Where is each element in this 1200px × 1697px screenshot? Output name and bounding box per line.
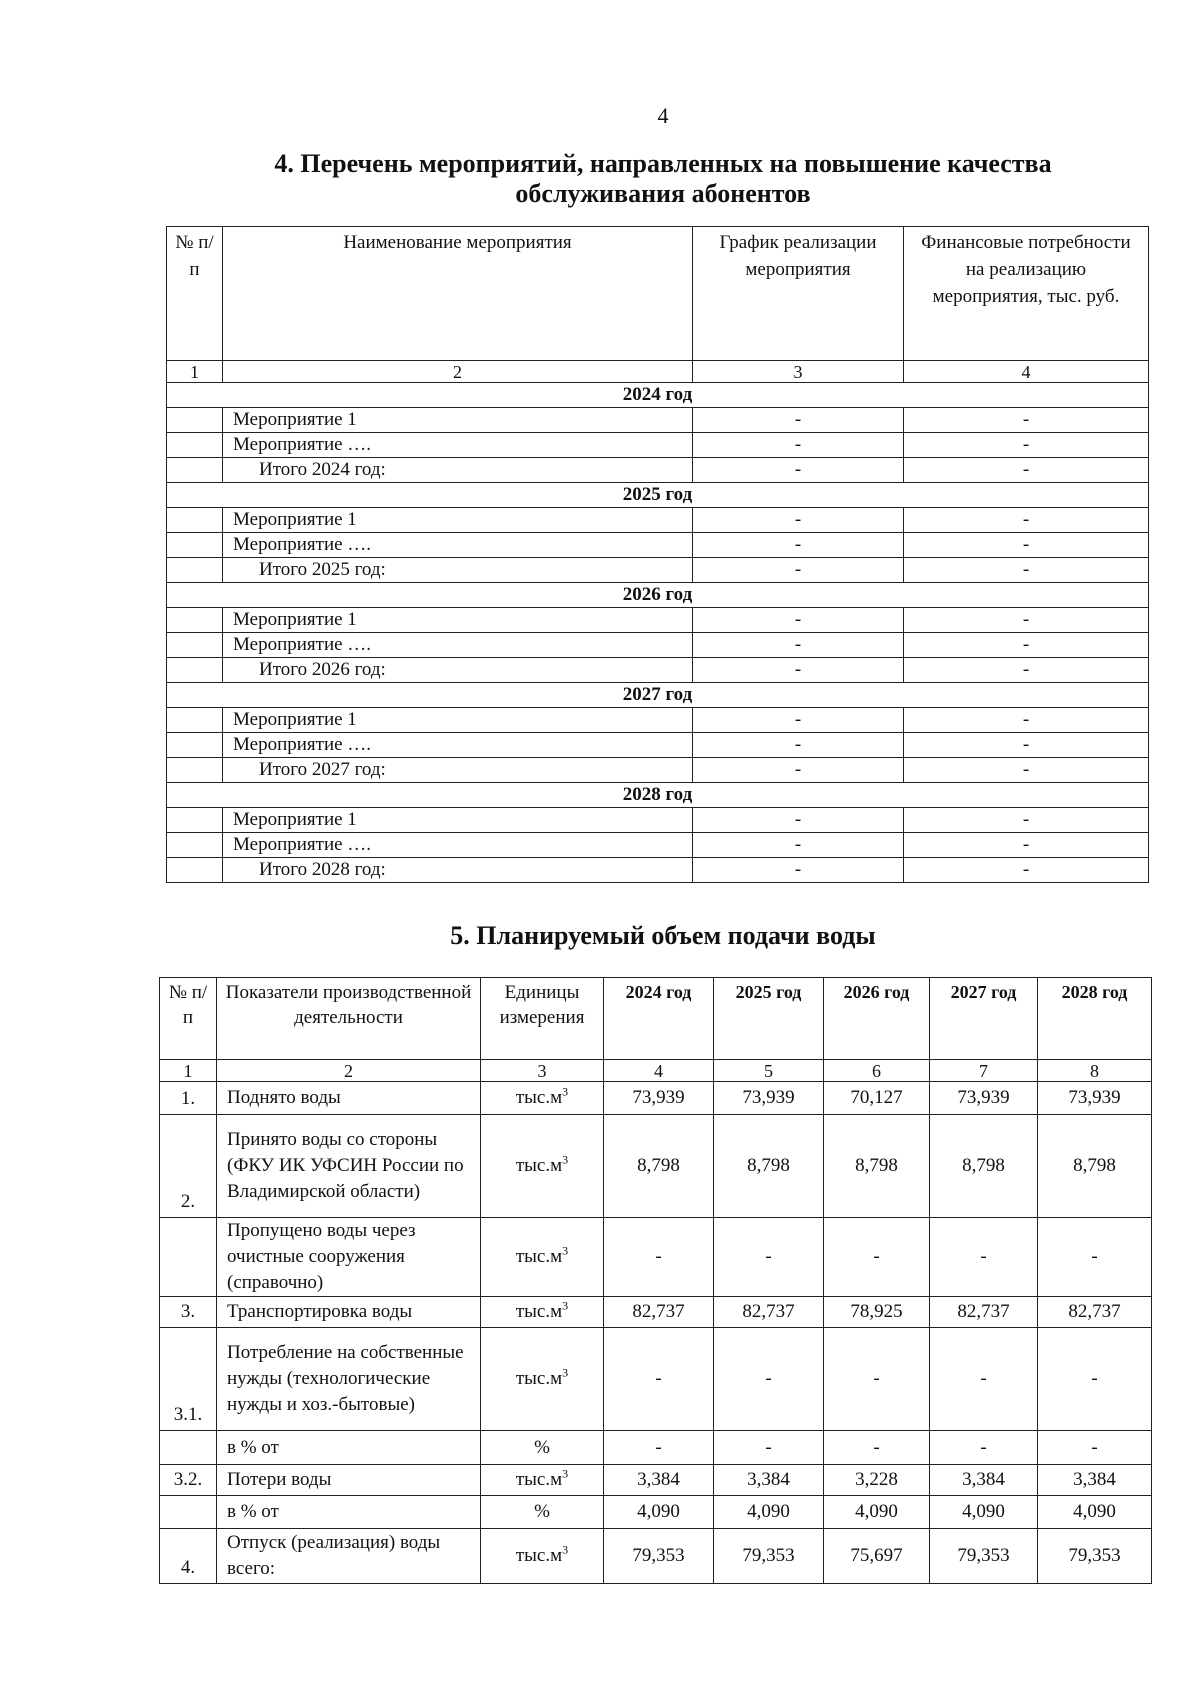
row-indicator: Потери воды <box>217 1465 481 1496</box>
row-value: 8,798 <box>714 1115 824 1218</box>
column-number: 4 <box>604 1060 714 1082</box>
row-indicator: в % от <box>217 1496 481 1529</box>
measure-finance: - <box>904 708 1149 733</box>
measure-finance: - <box>904 533 1149 558</box>
row-num: 4. <box>160 1529 217 1584</box>
row-value: 73,939 <box>1038 1082 1152 1115</box>
measure-total-row <box>167 858 1149 883</box>
header-year: 2027 год <box>930 978 1038 1060</box>
measure-schedule: - <box>693 808 904 833</box>
row-value: 82,737 <box>1038 1297 1152 1328</box>
row-value: - <box>824 1431 930 1465</box>
column-number: 3 <box>693 361 904 383</box>
row-indicator: Пропущено воды через очистные сооружения (справочно) <box>217 1218 481 1297</box>
section-4-title <box>0 149 1200 209</box>
measure-name: Мероприятие 1 <box>223 608 693 633</box>
row-value: 79,353 <box>604 1529 714 1584</box>
row-unit: % <box>481 1431 604 1465</box>
row-value: 73,939 <box>930 1082 1038 1115</box>
measure-finance: - <box>904 408 1149 433</box>
measure-row <box>167 608 1149 633</box>
measure-row <box>167 708 1149 733</box>
measure-schedule: - <box>693 633 904 658</box>
row-value: 79,353 <box>1038 1529 1152 1584</box>
row-num <box>160 1218 217 1297</box>
row-value: - <box>604 1328 714 1431</box>
row-value: - <box>604 1218 714 1297</box>
row-value: 82,737 <box>714 1297 824 1328</box>
water-column-numbers-row <box>160 1060 1152 1082</box>
measure-total-row <box>167 758 1149 783</box>
measure-finance: - <box>904 458 1149 483</box>
row-value: 3,228 <box>824 1465 930 1496</box>
measures-header-row <box>167 227 1149 361</box>
year-label: 2024 год <box>167 383 1149 408</box>
water-row-losses-percent <box>160 1496 1152 1529</box>
year-label: 2027 год <box>167 683 1149 708</box>
column-number: 2 <box>217 1060 481 1082</box>
measure-name: Мероприятие 1 <box>223 408 693 433</box>
measure-finance: - <box>904 808 1149 833</box>
header-year: 2026 год <box>824 978 930 1060</box>
measure-total-label: Итого 2026 год: <box>223 658 693 683</box>
year-label: 2028 год <box>167 783 1149 808</box>
measures-table <box>166 226 1149 883</box>
water-row-treated <box>160 1218 1152 1297</box>
water-row-own-needs <box>160 1328 1152 1431</box>
year-label: 2026 год <box>167 583 1149 608</box>
row-value: 8,798 <box>604 1115 714 1218</box>
measure-total-label: Итого 2027 год: <box>223 758 693 783</box>
row-value: 79,353 <box>714 1529 824 1584</box>
row-value: 4,090 <box>714 1496 824 1529</box>
year-row-2028 <box>167 783 1149 808</box>
measure-finance: - <box>904 608 1149 633</box>
row-value: 8,798 <box>930 1115 1038 1218</box>
row-value: 3,384 <box>930 1465 1038 1496</box>
measure-schedule: - <box>693 733 904 758</box>
year-label: 2025 год <box>167 483 1149 508</box>
row-value: 4,090 <box>1038 1496 1152 1529</box>
row-num: 1. <box>160 1082 217 1115</box>
measure-name: Мероприятие …. <box>223 533 693 558</box>
measure-finance: - <box>904 633 1149 658</box>
row-indicator: Принято воды со стороны (ФКУ ИК УФСИН России по Владимирской области) <box>217 1115 481 1218</box>
measure-schedule: - <box>693 608 904 633</box>
measure-schedule: - <box>693 558 904 583</box>
measure-schedule: - <box>693 758 904 783</box>
row-value: - <box>1038 1328 1152 1431</box>
row-num: 3.1. <box>160 1328 217 1431</box>
water-row-received <box>160 1115 1152 1218</box>
measure-total-row <box>167 658 1149 683</box>
row-indicator: в % от <box>217 1431 481 1465</box>
header-measure-name: Наименование мероприятия <box>223 227 693 361</box>
measure-finance: - <box>904 833 1149 858</box>
header-schedule: График реализации мероприятия <box>693 227 904 361</box>
measure-name: Мероприятие …. <box>223 433 693 458</box>
row-unit: $тыс.м^3$ <box>481 1328 604 1431</box>
row-value: 82,737 <box>930 1297 1038 1328</box>
column-number: 4 <box>904 361 1149 383</box>
row-indicator: Транспортировка воды <box>217 1297 481 1328</box>
row-unit: % <box>481 1496 604 1529</box>
column-number: 8 <box>1038 1060 1152 1082</box>
row-unit: $тыс.м^3$ <box>481 1218 604 1297</box>
measure-row <box>167 833 1149 858</box>
column-number: 1 <box>160 1060 217 1082</box>
measure-total-row <box>167 458 1149 483</box>
row-value: - <box>930 1431 1038 1465</box>
measure-schedule: - <box>693 408 904 433</box>
column-number: 1 <box>167 361 223 383</box>
water-row-transport <box>160 1297 1152 1328</box>
measure-total-label: Итого 2024 год: <box>223 458 693 483</box>
row-unit: $тыс.м^3$ <box>481 1297 604 1328</box>
row-num: 3.2. <box>160 1465 217 1496</box>
section-5-title: 5. Планируемый объем подачи воды <box>450 921 876 950</box>
row-value: 4,090 <box>824 1496 930 1529</box>
row-value: 8,798 <box>1038 1115 1152 1218</box>
measure-name: Мероприятие 1 <box>223 708 693 733</box>
measure-schedule: - <box>693 458 904 483</box>
measure-name: Мероприятие …. <box>223 833 693 858</box>
measure-row <box>167 433 1149 458</box>
measure-schedule: - <box>693 833 904 858</box>
year-row-2026 <box>167 583 1149 608</box>
measure-finance: - <box>904 558 1149 583</box>
measure-name: Мероприятие …. <box>223 733 693 758</box>
header-finance: Финансовые потребности на реализацию мероприятия, тыс. руб. <box>904 227 1149 361</box>
measure-finance: - <box>904 758 1149 783</box>
row-indicator: Потребление на собственные нужды (технологические нужды и хоз.-бытовые) <box>217 1328 481 1431</box>
measure-schedule: - <box>693 858 904 883</box>
measure-name: Мероприятие …. <box>223 633 693 658</box>
row-value: 3,384 <box>1038 1465 1152 1496</box>
row-value: 3,384 <box>604 1465 714 1496</box>
header-unit: Единицы измерения <box>481 978 604 1060</box>
row-value: 73,939 <box>714 1082 824 1115</box>
row-value: 75,697 <box>824 1529 930 1584</box>
row-value: - <box>604 1431 714 1465</box>
row-value: 73,939 <box>604 1082 714 1115</box>
measure-total-label: Итого 2025 год: <box>223 558 693 583</box>
row-value: 78,925 <box>824 1297 930 1328</box>
header-num: № п/п <box>160 978 217 1060</box>
year-row-2025 <box>167 483 1149 508</box>
row-value: 3,384 <box>714 1465 824 1496</box>
page-number: 4 <box>657 103 669 128</box>
measure-finance: - <box>904 733 1149 758</box>
measure-schedule: - <box>693 508 904 533</box>
row-value: 4,090 <box>604 1496 714 1529</box>
measure-row <box>167 533 1149 558</box>
water-row-losses <box>160 1465 1152 1496</box>
measure-schedule: - <box>693 708 904 733</box>
row-unit: $тыс.м^3$ <box>481 1529 604 1584</box>
column-number: 2 <box>223 361 693 383</box>
year-row-2024 <box>167 383 1149 408</box>
year-row-2027 <box>167 683 1149 708</box>
row-unit: $тыс.м^3$ <box>481 1082 604 1115</box>
row-num <box>160 1496 217 1529</box>
row-unit: $тыс.м^3$ <box>481 1115 604 1218</box>
measure-row <box>167 508 1149 533</box>
measure-row <box>167 733 1149 758</box>
row-value: - <box>714 1218 824 1297</box>
row-num <box>160 1431 217 1465</box>
measure-total-row <box>167 558 1149 583</box>
header-num: № п/п <box>167 227 223 361</box>
row-value: 79,353 <box>930 1529 1038 1584</box>
header-year: 2024 год <box>604 978 714 1060</box>
measure-schedule: - <box>693 533 904 558</box>
column-number: 6 <box>824 1060 930 1082</box>
row-value: - <box>1038 1431 1152 1465</box>
water-row-raised <box>160 1082 1152 1115</box>
section-4-title-line1: 4. Перечень мероприятий, направленных на повышение качества <box>274 149 1052 178</box>
row-num: 3. <box>160 1297 217 1328</box>
row-num: 2. <box>160 1115 217 1218</box>
water-supply-table <box>159 977 1152 1584</box>
row-value: - <box>930 1328 1038 1431</box>
header-year: 2025 год <box>714 978 824 1060</box>
measure-finance: - <box>904 858 1149 883</box>
measures-column-numbers-row <box>167 361 1149 383</box>
row-value: - <box>824 1218 930 1297</box>
row-value: - <box>1038 1218 1152 1297</box>
header-indicator: Показатели производственной деятельности <box>217 978 481 1060</box>
water-header-row <box>160 978 1152 1060</box>
header-year: 2028 год <box>1038 978 1152 1060</box>
measure-row <box>167 633 1149 658</box>
row-value: 4,090 <box>930 1496 1038 1529</box>
row-unit: $тыс.м^3$ <box>481 1465 604 1496</box>
water-row-own-needs-percent <box>160 1431 1152 1465</box>
row-indicator: Отпуск (реализация) воды всего: <box>217 1529 481 1584</box>
measure-finance: - <box>904 658 1149 683</box>
row-value: - <box>714 1431 824 1465</box>
measure-name: Мероприятие 1 <box>223 808 693 833</box>
measure-total-label: Итого 2028 год: <box>223 858 693 883</box>
column-number: 7 <box>930 1060 1038 1082</box>
row-value: 8,798 <box>824 1115 930 1218</box>
row-value: - <box>714 1328 824 1431</box>
row-value: - <box>824 1328 930 1431</box>
row-value: 82,737 <box>604 1297 714 1328</box>
row-value: 70,127 <box>824 1082 930 1115</box>
measure-name: Мероприятие 1 <box>223 508 693 533</box>
measure-schedule: - <box>693 658 904 683</box>
measure-finance: - <box>904 433 1149 458</box>
water-row-sales <box>160 1529 1152 1584</box>
column-number: 3 <box>481 1060 604 1082</box>
row-indicator: Поднято воды <box>217 1082 481 1115</box>
section-4-title-line2: обслуживания абонентов <box>515 179 811 208</box>
row-value: - <box>930 1218 1038 1297</box>
measure-finance: - <box>904 508 1149 533</box>
measure-schedule: - <box>693 433 904 458</box>
measure-row <box>167 408 1149 433</box>
measure-row <box>167 808 1149 833</box>
column-number: 5 <box>714 1060 824 1082</box>
